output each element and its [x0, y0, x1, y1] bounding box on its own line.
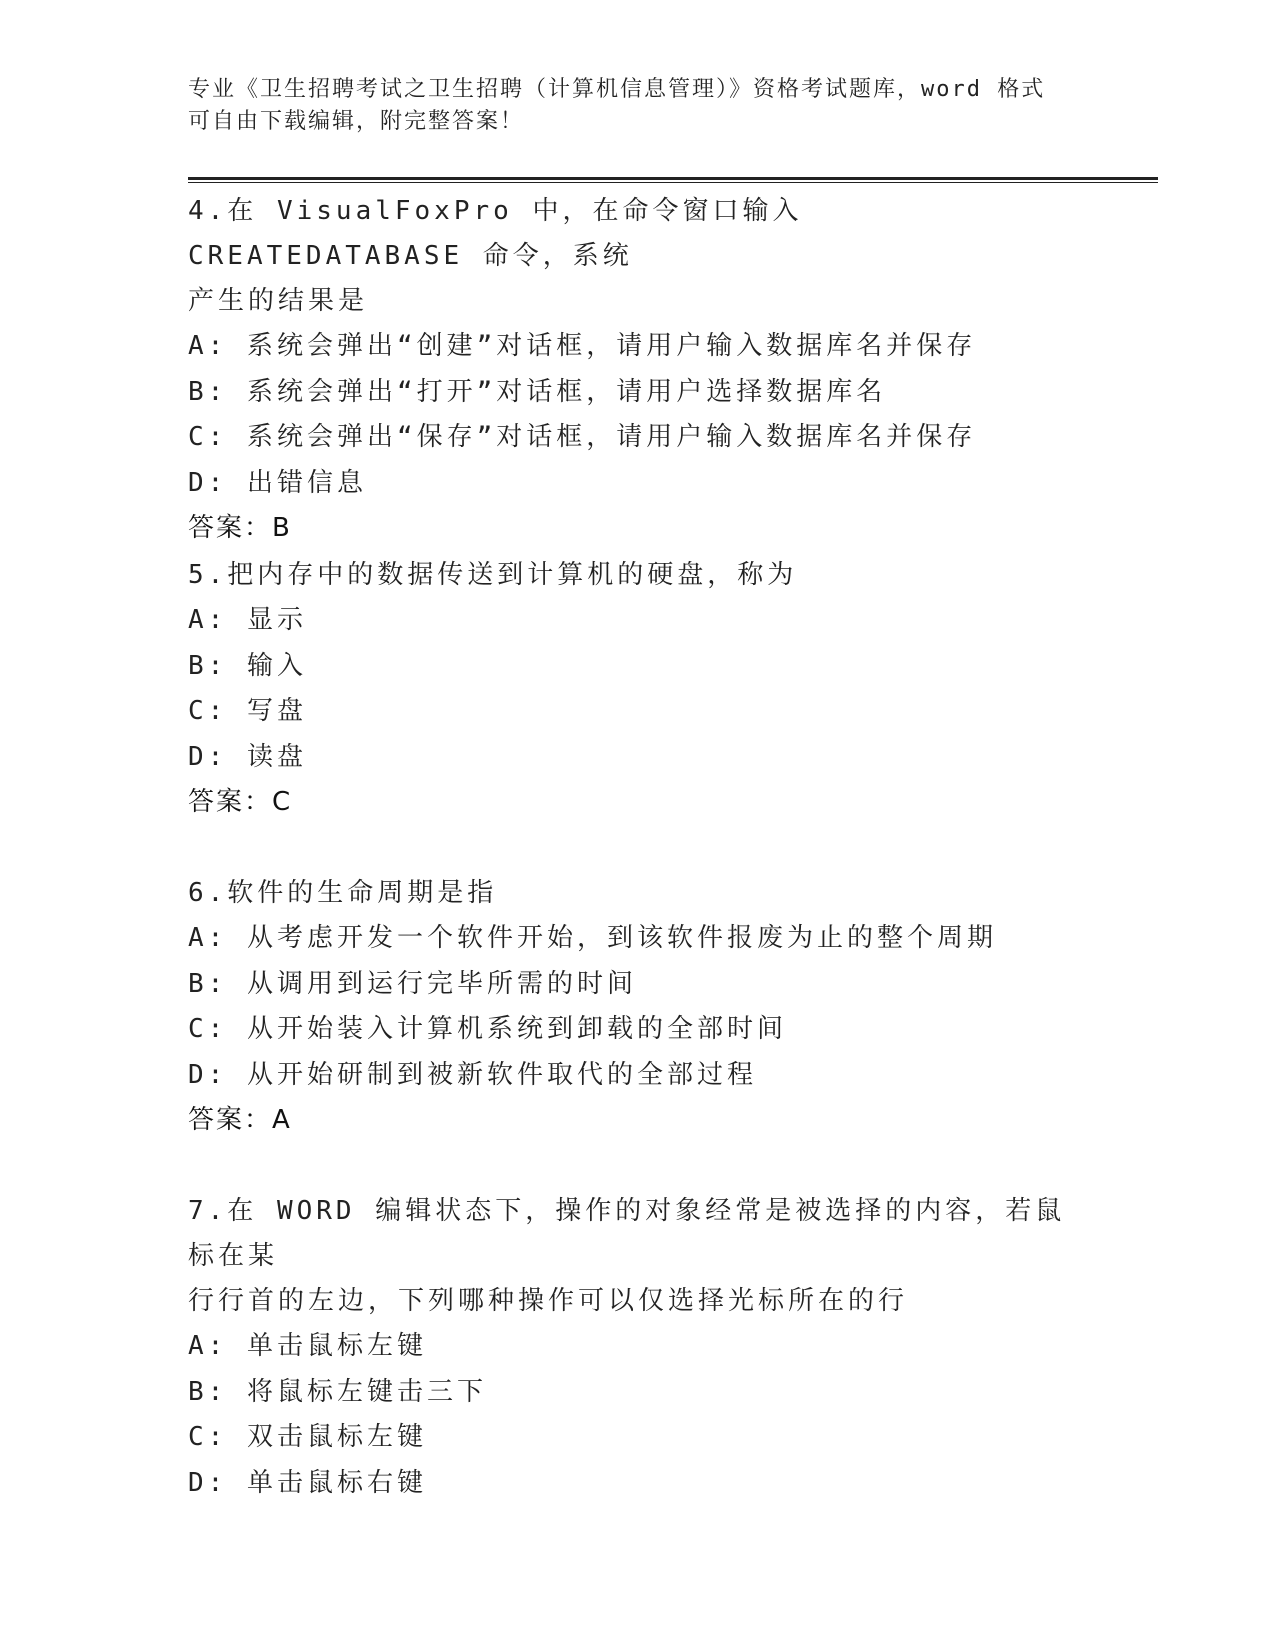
- answer-line: 答案：A: [188, 1105, 292, 1135]
- option-a: A: 显示: [188, 605, 307, 635]
- option-b: B: 系统会弹出“打开”对话框，请用户选择数据库名: [188, 376, 887, 407]
- document-header: [188, 74, 1068, 138]
- question-stem: 6.软件的生命周期是指: [188, 878, 498, 908]
- option-a: A: 系统会弹出“创建”对话框，请用户输入数据库名并保存: [188, 331, 977, 361]
- option-b: B: 将鼠标左键击三下: [188, 1376, 487, 1407]
- question-stem-continued: 行行首的左边，下列哪种操作可以仅选择光标所在的行: [188, 1286, 909, 1316]
- option-d: D: 出错信息: [188, 467, 367, 498]
- question-7: [188, 1189, 1078, 1506]
- header-line-2: 可自由下载编辑，附完整答案！: [188, 109, 525, 134]
- header-line-1: 专业《卫生招聘考试之卫生招聘（计算机信息管理）》资格考试题库，word 格式: [188, 77, 1046, 102]
- question-stem-continued: 产生的结果是: [188, 286, 369, 316]
- option-c: C: 双击鼠标左键: [188, 1422, 427, 1452]
- option-c: C: 写盘: [188, 696, 307, 726]
- header-divider-thick: [188, 177, 1158, 180]
- answer-line: 答案：C: [188, 787, 293, 817]
- answer-line: 答案：B: [188, 513, 292, 543]
- question-6: [188, 871, 1078, 1143]
- option-c: C: 系统会弹出“保存”对话框，请用户输入数据库名并保存: [188, 422, 977, 452]
- option-a: A: 单击鼠标左键: [188, 1331, 427, 1361]
- question-4: [188, 189, 1078, 551]
- option-b: B: 输入: [188, 650, 307, 681]
- option-b: B: 从调用到运行完毕所需的时间: [188, 968, 637, 999]
- option-d: D: 单击鼠标右键: [188, 1467, 427, 1498]
- option-d: D: 从开始研制到被新软件取代的全部过程: [188, 1059, 757, 1090]
- header-divider-thin: [188, 182, 1158, 183]
- option-d: D: 读盘: [188, 741, 307, 772]
- question-stem: 7.在 WORD 编辑状态下，操作的对象经常是被选择的内容，若鼠标在某: [188, 1196, 1066, 1271]
- option-a: A: 从考虑开发一个软件开始，到该软件报废为止的整个周期: [188, 923, 997, 953]
- question-stem: 4.在 VisualFoxPro 中，在命令窗口输入 CREATEDATABASE 命令，系统: [188, 196, 803, 271]
- question-5: [188, 553, 1078, 825]
- question-stem: 5.把内存中的数据传送到计算机的硬盘，称为: [188, 560, 798, 590]
- option-c: C: 从开始装入计算机系统到卸载的全部时间: [188, 1014, 787, 1044]
